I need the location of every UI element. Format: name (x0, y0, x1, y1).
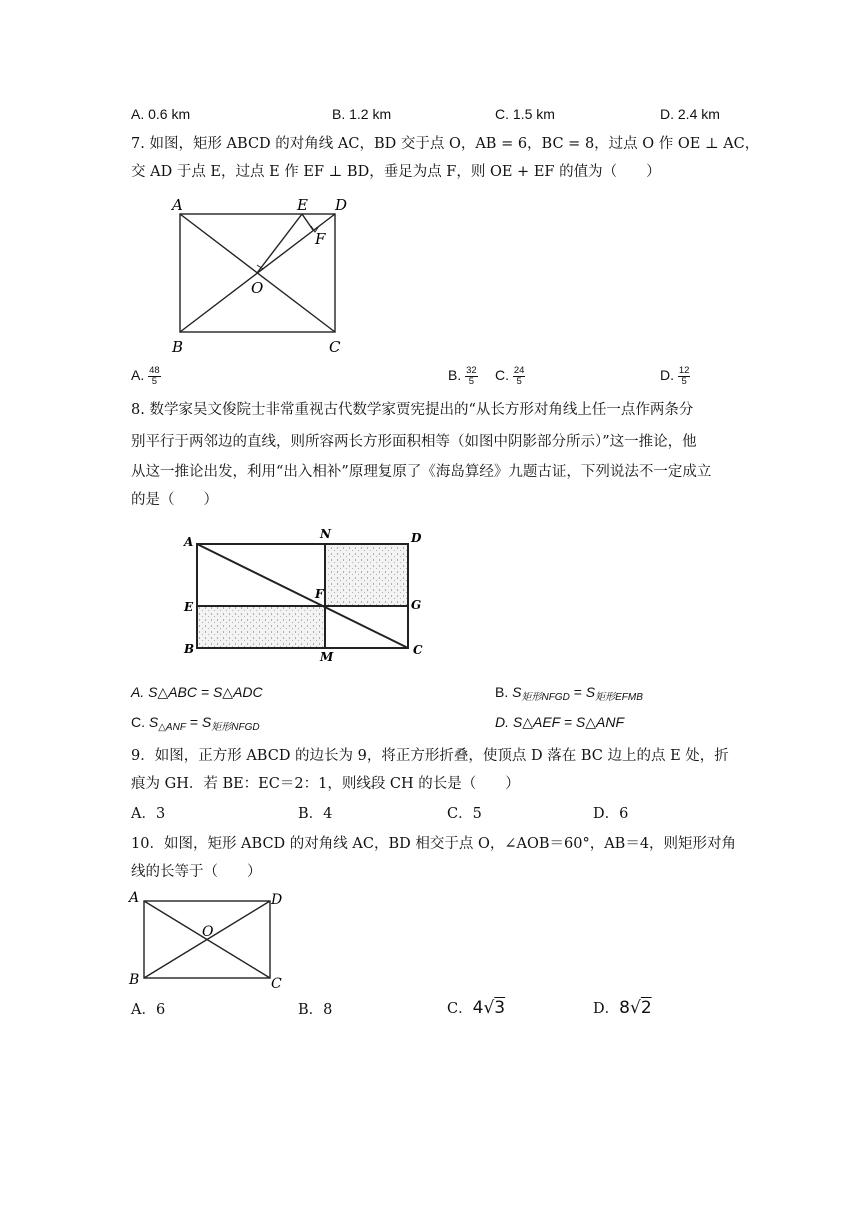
q9-option-a: A．3 (131, 806, 166, 822)
q10-option-d-radicand: 2 (640, 998, 652, 1018)
q10-option-c-label: C． (447, 1001, 473, 1017)
q7-label-o: O (251, 279, 264, 297)
q7-option-b-numerator: 32 (466, 365, 477, 376)
q7-figure (165, 192, 355, 360)
q8-option-b-label: B. (495, 684, 509, 700)
q9-option-b: B．4 (298, 806, 333, 822)
q7-option-a (131, 366, 161, 387)
q8-shaded-rect-nfgd (325, 544, 408, 606)
q8-option-b: B. $S_{矩形NFGD} = S_{矩形EFMB}$ (495, 684, 643, 703)
q7-option-b-denominator: 5 (468, 376, 475, 387)
q10-option-d-label: D． (593, 1001, 620, 1017)
q8-label-c: C (413, 643, 423, 657)
q8-option-a: A. S△ABC = S△ADC (131, 684, 263, 700)
q8-label-e: E (184, 600, 194, 614)
q10-label-d: D (271, 892, 283, 908)
q10-label-a: A (129, 890, 140, 906)
sqrt-icon: √ (629, 998, 641, 1018)
q8-shaded-rect-efmb (197, 606, 325, 648)
q6-option-d: D. 2.4 km (660, 106, 720, 122)
q7-label-f: F (315, 230, 326, 248)
q7-option-c-label: C. (495, 367, 509, 384)
q7-label-a: A (172, 196, 183, 214)
q7-label-b: B (172, 338, 184, 356)
q7-stem-line2: 交 AD 于点 E，过点 E 作 EF ⊥ BD，垂足为点 F，则 OE + EF 的值为（ ） (131, 164, 661, 180)
q8-option-b-sub1: 矩形NFGD (521, 692, 570, 703)
q8-option-c-s1: S (148, 714, 159, 730)
q7-option-d-denominator: 5 (681, 376, 687, 387)
q7-option-a-denominator: 5 (151, 376, 158, 387)
q8-label-b: B (184, 642, 195, 656)
q10-stem-line1: 10．如图，矩形 ABCD 的对角线 AC，BD 相交于点 O，∠AOB＝60°，AB＝4，则矩形对角 (131, 836, 737, 852)
q8-stem-line3: 从这一推论出发，利用“出入相补”原理复原了《海岛算经》九题古证，下列说法不一定成立 (131, 464, 712, 480)
q6-option-a: A. 0.6 km (131, 106, 191, 122)
q7-option-d-numerator: 12 (678, 365, 690, 376)
q8-label-m: M (320, 650, 334, 664)
q10-figure (125, 888, 290, 992)
q7-option-b-label: B. (448, 367, 462, 384)
sqrt-icon: √ (483, 998, 495, 1018)
q10-option-c-coefficient: 4 (472, 998, 484, 1018)
q7-label-e: E (297, 196, 308, 214)
q10-option-b: B．8 (298, 1002, 333, 1018)
q9-option-c: C．5 (447, 806, 482, 822)
q7-option-c-denominator: 5 (516, 376, 522, 387)
q8-option-b-sub2: 矩形EFMB (595, 692, 643, 703)
q7-segment-ef (302, 214, 313, 230)
q8-option-c-sub1: △ANF (158, 722, 186, 733)
q8-option-b-s1: S (512, 684, 522, 700)
q8-option-b-s2: S (585, 684, 596, 700)
q10-option-d (593, 998, 652, 1019)
q8-option-c-label: C. (131, 714, 145, 730)
q8-stem-line4: 的是（ ） (131, 492, 218, 508)
q10-label-o: O (202, 924, 214, 940)
q7-option-b (448, 366, 478, 387)
q10-option-a: A．6 (131, 1002, 166, 1018)
q8-option-d: D. S△AEF = S△ANF (495, 714, 625, 730)
q6-option-b: B. 1.2 km (332, 106, 392, 122)
q7-option-c (495, 366, 525, 387)
q9-stem-line2: 痕为 GH．若 BE：EC＝2：1，则线段 CH 的长是（ ） (131, 776, 520, 792)
q8-figure (180, 528, 430, 664)
q8-label-a: A (184, 535, 194, 549)
q10-label-b: B (129, 972, 140, 988)
q10-option-c (447, 998, 505, 1019)
q8-option-c-sub2: 矩形NFGD (211, 722, 260, 733)
q7-label-c: C (329, 338, 341, 356)
q7-stem-line1: 7. 如图，矩形 ABCD 的对角线 AC，BD 交于点 O，AB = 6，BC = 8，过点 O 作 OE ⊥ AC， (131, 136, 760, 152)
q8-stem-line1: 8. 数学家吴文俊院士非常重视古代数学家贾宪提出的“从长方形对角线上任一点作两条分 (131, 402, 694, 418)
q8-label-g: G (411, 598, 422, 612)
q7-label-d: D (335, 196, 348, 214)
q8-stem-line2: 别平行于两邻边的直线，则所容两长方形面积相等（如图中阴影部分所示）”这一推论，他 (131, 434, 697, 450)
q7-option-a-label: A. (131, 367, 145, 384)
q7-option-d (660, 366, 690, 387)
q9-stem-line1: 9．如图，正方形 ABCD 的边长为 9，将正方形折叠，使顶点 D 落在 BC 边上的点 E 处，折 (131, 748, 729, 764)
q10-option-d-coefficient: 8 (619, 998, 630, 1018)
q10-stem-line2: 线的长等于（ ） (131, 864, 262, 880)
q8-label-d: D (411, 531, 422, 545)
q6-option-c: C. 1.5 km (495, 106, 555, 122)
q9-option-d: D．6 (593, 806, 629, 822)
q8-option-c: C. $S_{\triangle ANF} = S_{矩形NFGD}$ (131, 714, 260, 733)
q7-option-d-label: D. (660, 367, 674, 384)
q8-option-c-s2: S (201, 714, 212, 730)
q7-option-c-numerator: 24 (513, 365, 525, 376)
q8-label-n: N (320, 528, 331, 541)
q10-label-c: C (271, 976, 282, 992)
q10-option-c-radicand: 3 (494, 998, 506, 1018)
q7-option-a-numerator: 48 (149, 365, 160, 376)
q8-label-f: F (315, 587, 324, 601)
